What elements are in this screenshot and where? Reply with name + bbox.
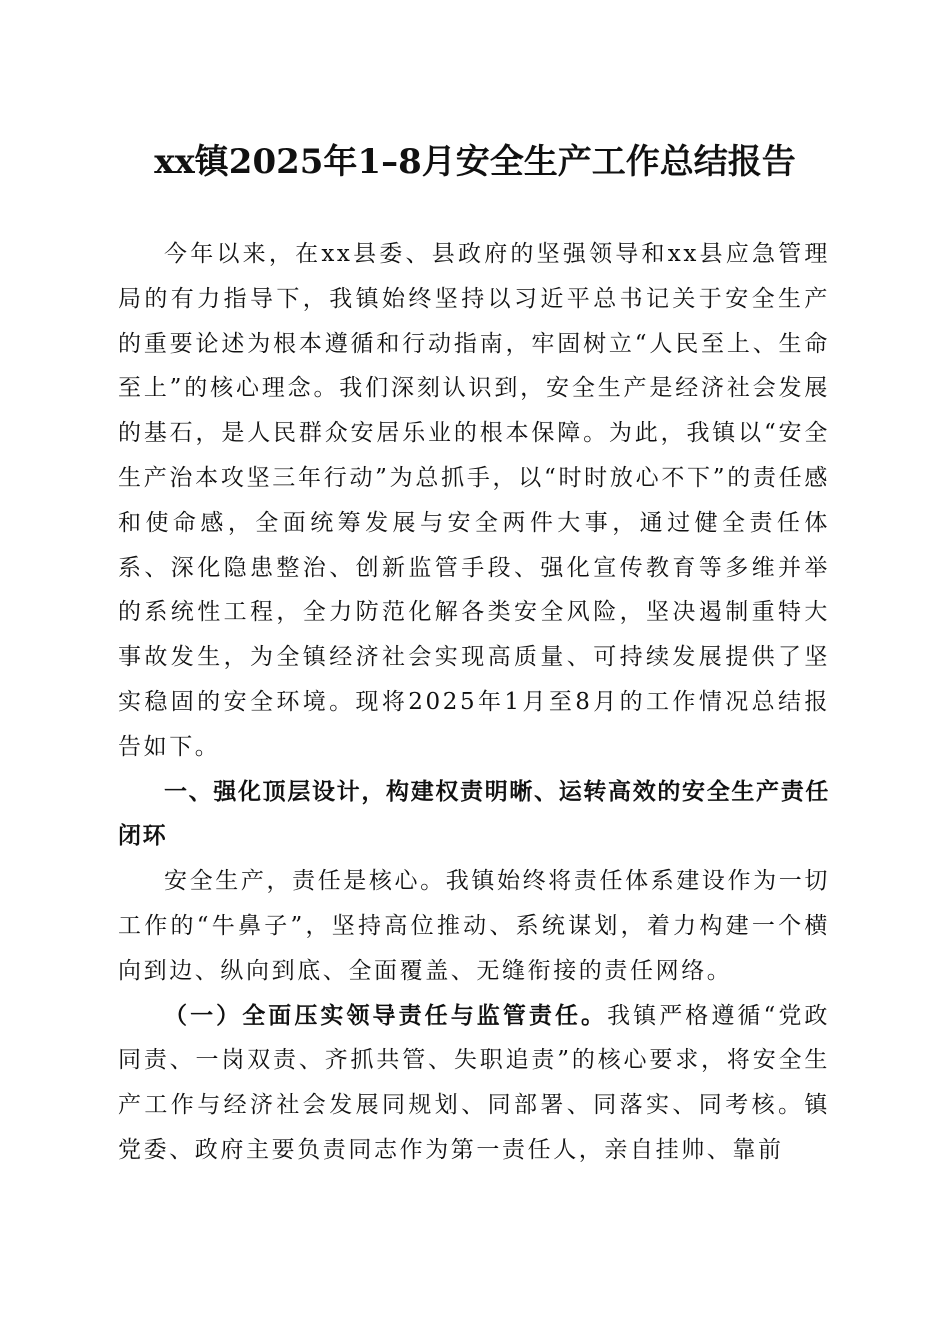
- intro-paragraph: 今年以来，在xx县委、县政府的坚强领导和xx县应急管理局的有力指导下，我镇始终坚持以习近平总书记关于安全生产的重要论述为根本遵循和行动指南，牢固树立“人民至上、生命至上”的核心理念。我们深刻认识到，安全生产是经济社会发展的基石，是人民群众安居乐业的根本保障。为此，我镇以“安全生产治本攻坚三年行动”为总抓手，以“时时放心不下”的责任感和使命感，全面统筹发展与安全两件大事，通过健全责任体系、深化隐患整治、创新监管手段、强化宣传教育等多维并举的系统性工程，全力防范化解各类安全风险，坚决遏制重特大事故发生，为全镇经济社会实现高质量、可持续发展提供了坚实稳固的安全环境。现将2025年1月至8月的工作情况总结报告如下。: [118, 241, 830, 760]
- document-body: [118, 232, 830, 1173]
- subsection-1-paragraph: [118, 994, 830, 1173]
- document-title: xx镇2025年1–8月安全生产工作总结报告: [154, 142, 796, 182]
- subsection-1-text: 我镇严格遵循“党政同责、一岗双责、齐抓共管、失职追责”的核心要求，将安全生产工作与经济社会发展同规划、同部署、同落实、同考核。镇党委、政府主要负责同志作为第一责任人，亲自挂帅、靠前: [118, 1002, 830, 1163]
- subsection-1-heading: （一）全面压实领导责任与监管责任。: [164, 1001, 608, 1029]
- section-1-lead-paragraph: 安全生产，责任是核心。我镇始终将责任体系建设作为一切工作的“牛鼻子”，坚持高位推动、系统谋划，着力构建一个横向到边、纵向到底、全面覆盖、无缝衔接的责任网络。: [118, 868, 830, 984]
- section-1-heading: 一、强化顶层设计，构建权责明晰、运转高效的安全生产责任闭环: [118, 778, 830, 850]
